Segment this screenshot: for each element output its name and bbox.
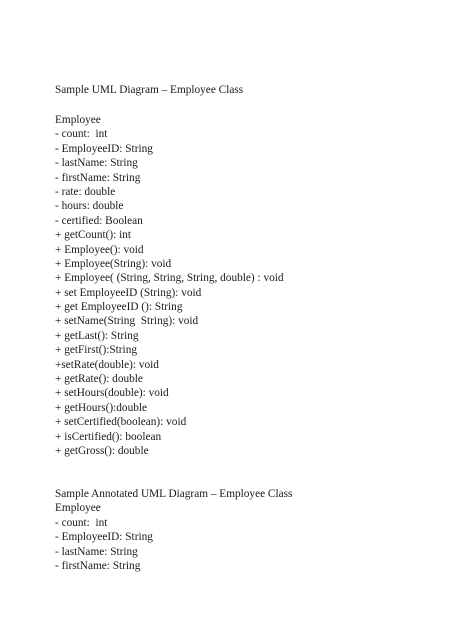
uml-class-listing bbox=[55, 113, 284, 458]
section-title bbox=[55, 83, 243, 97]
method-line: + Employee( (String, String, String, double) : void bbox=[55, 272, 284, 285]
attribute-line: - firstName: String bbox=[55, 559, 141, 572]
attribute-line: - lastName: String bbox=[55, 157, 138, 170]
method-line: + Employee(): void bbox=[55, 243, 144, 256]
method-line: + getLast(): String bbox=[55, 329, 139, 342]
attribute-line: - EmployeeID: String bbox=[55, 142, 153, 155]
method-line: + getGross(): double bbox=[55, 444, 149, 457]
attribute-line: - firstName: String bbox=[55, 171, 141, 184]
attribute-line: - count: int bbox=[55, 516, 108, 529]
section-title-text: Sample Annotated UML Diagram – Employee Class bbox=[55, 488, 293, 500]
attribute-line: - EmployeeID: String bbox=[55, 531, 153, 544]
attribute-line: - lastName: String bbox=[55, 545, 138, 558]
method-line: + setCertified(boolean): void bbox=[55, 416, 187, 429]
method-line: + set EmployeeID (String): void bbox=[55, 286, 202, 299]
attribute-line: - count: int bbox=[55, 128, 108, 141]
attribute-line: - hours: double bbox=[55, 200, 124, 213]
method-line: + get EmployeeID (): String bbox=[55, 301, 183, 314]
method-line: + getFirst():String bbox=[55, 344, 137, 357]
method-line: + isCertified(): boolean bbox=[55, 430, 162, 443]
attribute-line: - certified: Boolean bbox=[55, 214, 143, 227]
method-line: + Employee(String): void bbox=[55, 257, 172, 270]
method-line: + getCount(): int bbox=[55, 229, 132, 242]
method-line: + setHours(double): void bbox=[55, 387, 169, 400]
annotated-uml-listing bbox=[55, 487, 292, 573]
attribute-line: - rate: double bbox=[55, 185, 116, 198]
class-name: Employee bbox=[55, 114, 101, 126]
method-line: + setName(String String): void bbox=[55, 315, 199, 328]
section-title-text: Sample UML Diagram – Employee Class bbox=[55, 84, 244, 96]
method-line: + getRate(): double bbox=[55, 373, 143, 386]
class-name: Employee bbox=[55, 502, 101, 515]
method-line: +setRate(double): void bbox=[55, 358, 159, 371]
method-line: + getHours():double bbox=[55, 401, 148, 414]
